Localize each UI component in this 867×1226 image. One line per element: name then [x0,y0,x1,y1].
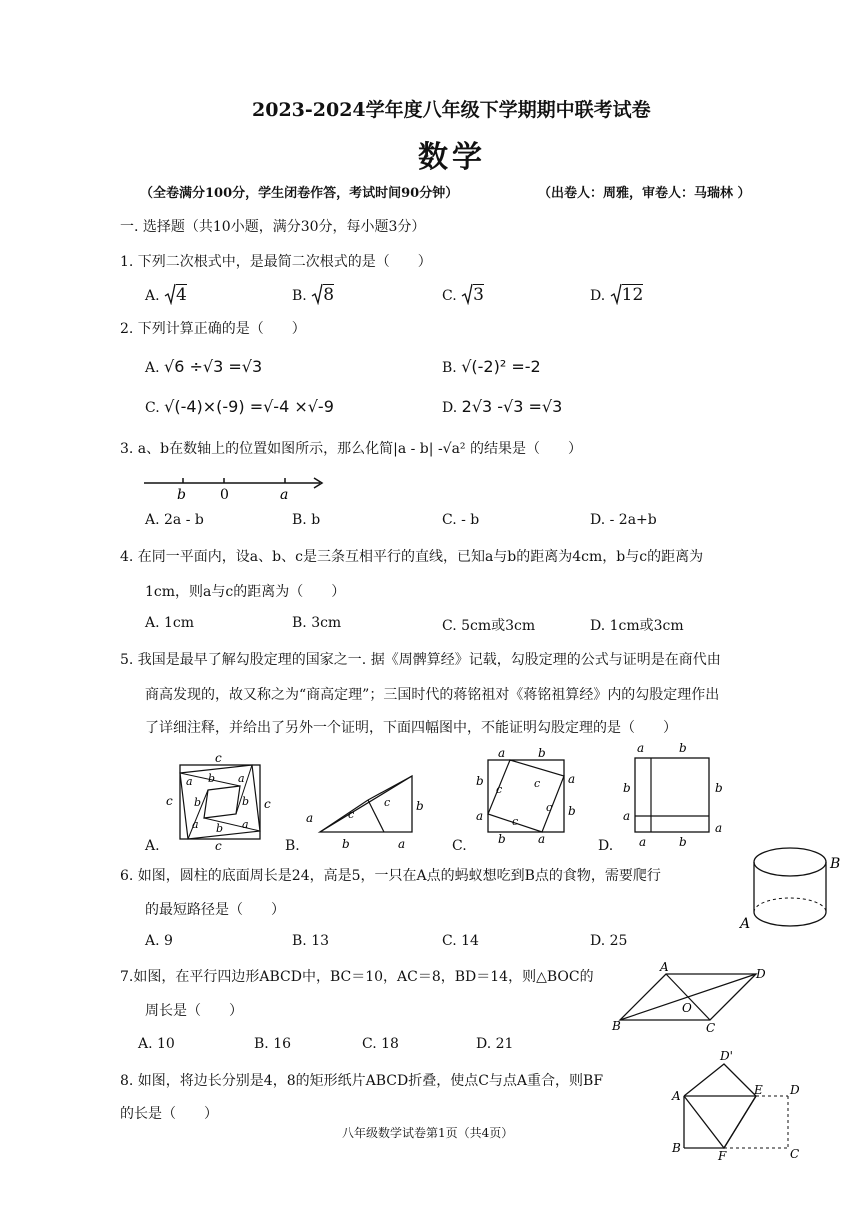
q2-b-label: B. [442,360,457,376]
pgram-label-c: C [706,1021,716,1035]
svg-text:a: a [242,818,249,831]
q1-a-label: A. [145,288,160,304]
svg-text:c: c [496,783,503,796]
svg-text:b: b [476,774,484,788]
svg-text:a: a [186,775,193,788]
exam-title: 2023-2024学年度八年级下学期期中联考试卷 [252,99,651,121]
q7-stem-line2: 周长是（ ） [145,1003,243,1019]
q4-option-a[interactable]: A. 1cm [145,615,195,631]
svg-text:a: a [238,772,245,785]
cylinder-label-b: B [830,856,841,872]
q1-c-label: C. [442,288,457,304]
q2-b-expr: √(-2)² =-2 [461,357,541,376]
q4-option-c[interactable]: C. 5cm或3cm [442,618,536,634]
q6-stem-line1: 6. 如图，圆柱的底面周长是24，高是5，一只在A点的蚂蚁想吃到B点的食物，需要爬行 [120,868,661,884]
fold-label-d: D [790,1083,800,1097]
svg-text:a: a [498,746,506,760]
svg-text:c: c [215,751,222,765]
q1-b-radicand: 8 [323,285,335,305]
q4-option-b[interactable]: B. 3cm [292,615,342,631]
number-line-diagram [140,468,330,502]
q6-option-c[interactable]: C. 14 [442,933,479,949]
q7-option-a[interactable]: A. 10 [138,1036,175,1052]
q4-stem-line2: 1cm，则a与c的距离为（ ） [145,584,346,600]
q2-option-c[interactable] [145,397,334,416]
svg-text:b: b [208,772,216,785]
fold-label-dprime: D' [720,1050,733,1063]
q8-stem-line1: 8. 如图，将边长分别是4，8的矩形纸片ABCD折叠，使点C与点A重合，则BF [120,1073,604,1089]
q5-figure-b [298,770,433,850]
pgram-label-a: A [660,960,669,974]
q5-stem-line1: 5. 我国是最早了解勾股定理的国家之一. 据《周髀算经》记载，勾股定理的公式与证明是在商代由 [120,652,721,668]
number-line-0-label: 0 [220,487,229,502]
q3-option-d[interactable]: D. - 2a+b [590,512,657,528]
q1-c-radicand: 3 [473,285,484,305]
q1-d-label: D. [590,288,606,304]
q1-d-radicand: 12 [621,285,644,305]
svg-text:b: b [242,795,250,808]
svg-text:c: c [384,796,391,809]
q6-option-b[interactable]: B. 13 [292,933,330,949]
svg-text:a: a [568,772,576,786]
q2-a-label: A. [145,360,160,376]
q1-b-label: B. [292,288,307,304]
q2-option-a[interactable] [145,357,262,376]
q6-option-a[interactable]: A. 9 [145,933,173,949]
svg-text:c: c [546,801,553,814]
svg-text:a: a [715,821,723,835]
svg-text:b: b [538,746,546,760]
q5-stem-line2: 商高发现的，故又称之为“商高定理”；三国时代的蒋铭祖对《蒋铭祖算经》内的勾股定理作出 [145,687,720,703]
svg-text:c: c [215,839,222,850]
number-line-b-label: b [177,487,186,502]
fold-label-c: C [790,1147,800,1160]
number-line-a-label: a [280,487,289,502]
svg-text:a: a [637,741,645,755]
sqrt-icon [164,283,176,309]
q1-stem: 1. 下列二次根式中，是最简二次根式的是（ ） [120,254,432,270]
svg-text:c: c [264,797,271,811]
exam-authors: （出卷人：周雅，审卷人：马瑞林 ） [538,186,751,201]
svg-text:c: c [534,777,541,790]
svg-text:a: a [192,818,199,831]
svg-text:b: b [342,837,350,850]
sqrt-icon [610,283,622,309]
subject-title: 数学 [418,140,486,175]
q2-c-label: C. [145,400,160,416]
svg-text:c: c [512,815,519,828]
svg-text:c: c [348,808,355,821]
q1-option-b[interactable] [292,283,334,309]
svg-text:b: b [498,832,506,845]
cylinder-label-a: A [740,916,751,932]
q5-figure-a [160,750,280,850]
q5-figure-c [468,745,583,845]
svg-text:a: a [538,832,546,845]
q5-option-d[interactable]: D. [598,838,614,854]
svg-text:c: c [166,794,173,808]
fold-label-b: B [672,1141,681,1155]
q8-stem-line2: 的长是（ ） [120,1106,218,1122]
q1-a-radicand: 4 [176,285,187,305]
q2-c-expr: √(-4)×(-9) =√-4 ×√-9 [164,397,334,416]
q7-stem-line1: 7.如图，在平行四边形ABCD中，BC＝10，AC＝8，BD＝14，则△BOC的 [120,969,594,985]
pgram-label-d: D [756,967,766,981]
svg-text:b: b [194,796,202,809]
page-footer: 八年级数学试卷第1页（共4页） [342,1126,514,1140]
q5-option-b[interactable]: B. [285,838,300,854]
q3-option-c[interactable]: C. - b [442,512,480,528]
q2-option-b[interactable] [442,357,541,376]
fold-label-a: A [672,1089,681,1103]
q2-stem: 2. 下列计算正确的是（ ） [120,321,306,337]
exam-info: （全卷满分100分，学生闭卷作答，考试时间90分钟） [140,186,459,201]
q2-a-expr: √6 ÷√3 =√3 [164,357,263,376]
q5-stem-line3: 了详细注释，并给出了另外一个证明，下面四幅图中，不能证明勾股定理的是（ ） [145,720,677,736]
folded-rectangle-diagram [668,1050,808,1160]
q5-figure-d [615,738,730,850]
svg-text:b: b [623,781,631,795]
sqrt-icon [461,283,473,309]
q4-option-d[interactable]: D. 1cm或3cm [590,618,684,634]
q5-option-c[interactable]: C. [452,838,467,854]
svg-text:b: b [416,799,424,813]
q3-stem: 3. a、b在数轴上的位置如图所示，那么化简|a - b| -√a² 的结果是（ ） [120,441,582,457]
q1-option-d[interactable] [590,283,643,309]
svg-text:b: b [679,741,687,755]
q2-option-d[interactable] [442,397,562,416]
q6-stem-line2: 的最短路径是（ ） [145,902,285,918]
parallelogram-diagram [610,960,775,1035]
pgram-label-o: O [682,1001,692,1015]
svg-text:a: a [639,835,647,849]
svg-text:b: b [679,835,687,849]
q5-option-a[interactable]: A. [145,838,160,854]
q4-stem-line1: 4. 在同一平面内，设a、b、c是三条互相平行的直线，已知a与b的距离为4cm，b与c的距离为 [120,549,704,565]
q2-d-expr: 2√3 -√3 =√3 [461,397,563,416]
svg-text:a: a [398,837,406,850]
svg-text:b: b [715,781,723,795]
svg-text:b: b [216,822,224,835]
q7-option-d[interactable]: D. 21 [476,1036,514,1052]
fold-label-e: E [754,1083,763,1097]
q7-option-b[interactable]: B. 16 [254,1036,292,1052]
svg-text:a: a [306,811,314,825]
q3-option-b[interactable]: B. b [292,512,321,528]
svg-text:a: a [476,809,484,823]
svg-text:a: a [623,809,631,823]
pgram-label-b: B [612,1019,621,1033]
q7-option-c[interactable]: C. 18 [362,1036,399,1052]
q6-option-d[interactable]: D. 25 [590,933,628,949]
sqrt-icon [311,283,323,309]
q1-option-a[interactable] [145,283,187,309]
q2-d-label: D. [442,400,458,416]
fold-label-f: F [718,1149,727,1160]
cylinder-diagram [738,840,848,940]
q1-option-c[interactable] [442,283,484,309]
section-heading: 一. 选择题（共10小题，满分30分，每小题3分） [120,219,426,235]
svg-text:b: b [568,804,576,818]
q3-option-a[interactable]: A. 2a - b [145,512,204,528]
